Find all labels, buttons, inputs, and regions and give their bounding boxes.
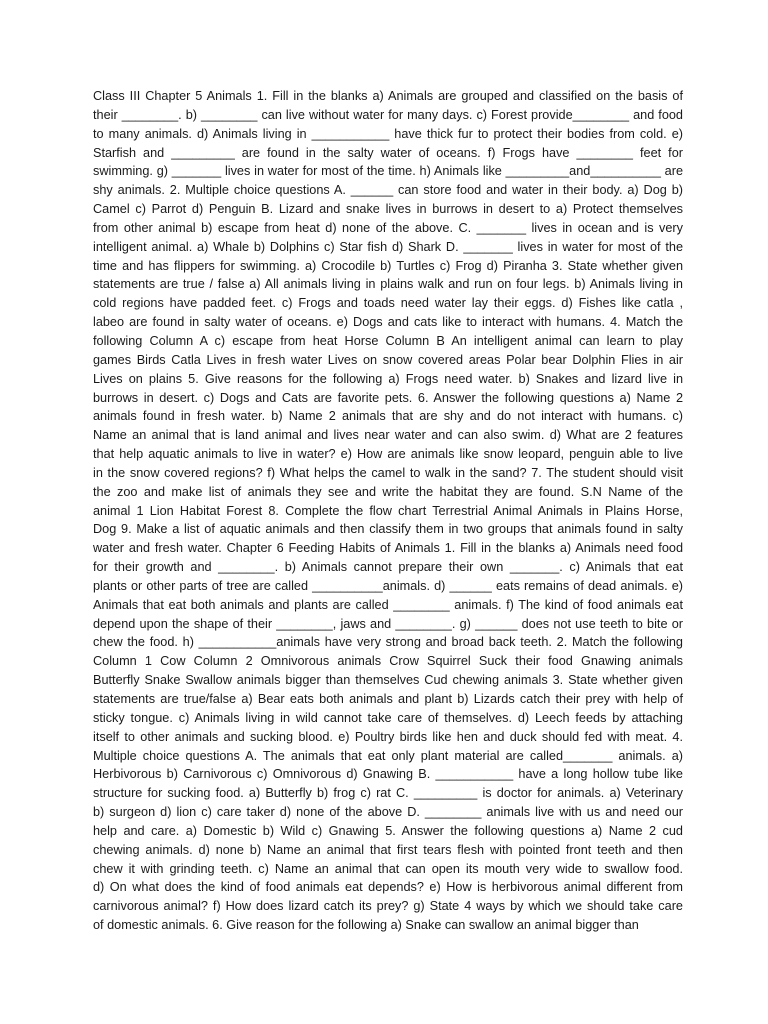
text-line: carnivorous animal? f) How does lizard catch its prey? g) State 4 ways by which we should take care (93, 899, 683, 914)
text-line: their ________. b) ________ can live without water for many days. c) Forest provide________ and food (93, 107, 683, 122)
text-line: b) surgeon d) lion c) care taker d) none of the above D. ________ animals live with us and need our (93, 805, 683, 820)
text-line: Animals that eat both animals and plants are called ________ animals. f) The kind of food animals eat (93, 597, 683, 612)
text-line: depend upon the shape of their ________, jaws and ________. g) ______ does not use teeth to bite or (93, 616, 683, 631)
text-line: Dog 9. Make a list of aquatic animals and then classify them in two groups that animals found in salty (93, 522, 683, 537)
text-line: statements are true / false a) All animals living in plains walk and run on four legs. b) Animals living in (93, 277, 683, 292)
text-line: help and care. a) Domestic b) Wild c) Gnawing 5. Answer the following questions a) Name 2 cud (93, 823, 683, 838)
text-line: water and fresh water. Chapter 6 Feeding Habits of Animals 1. Fill in the blanks a) Animals need food (93, 541, 683, 556)
text-line: Starfish and _________ are found in the salty water of oceans. f) Frogs have ________ feet for (93, 145, 683, 160)
text-line: swimming. g) _______ lives in water for most of the time. h) Animals like _________and__________ are (93, 164, 683, 179)
text-line: animals found in fresh water. b) Name 2 animals that are shy and do not interact with humans. c) (93, 409, 683, 424)
text-line: Lives on plains 5. Give reasons for the following a) Frogs need water. b) Snakes and lizard live in (93, 371, 683, 386)
text-line: following Column A c) escape from heat Horse Column B An intelligent animal can learn to play (93, 333, 683, 348)
text-line: Column 1 Cow Column 2 Omnivorous animals Crow Squirrel Suck their food Gnawing animals (93, 654, 683, 669)
text-line: Multiple choice questions A. The animals that eat only plant material are called_______ animals. a) (93, 748, 683, 763)
text-line: Name an animal that is land animal and lives near water and can also swim. d) What are 2 features (93, 428, 683, 443)
text-line: plants or other parts of tree are called __________animals. d) ______ eats remains of dead animals. e) (93, 578, 683, 593)
text-line: to many animals. d) Animals living in ___________ have thick fur to protect their bodies from cold. e) (93, 126, 683, 141)
text-line: labeo are found in salty water of oceans. e) Dogs and cats like to interact with humans. 4. Match the (93, 315, 683, 330)
text-line: Butterfly Snake Swallow animals bigger than themselves Cud chewing animals 3. State whether given (93, 673, 683, 688)
text-line: that help aquatic animals to live in water? e) How are animals like snow leopard, penguin able to live (93, 447, 683, 462)
text-line: for their growth and ________. b) Animals cannot prepare their own _______. c) Animals that eat (93, 560, 683, 575)
text-line: chewing animals. d) none b) Name an animal that first tears flesh with pointed front teeth and then (93, 842, 683, 857)
text-line: Class III Chapter 5 Animals 1. Fill in the blanks a) Animals are grouped and classified on the basis of (93, 89, 683, 103)
text-line: the zoo and make list of animals they see and write the habitat they are found. S.N Name of the (93, 484, 683, 499)
text-line: burrows in desert. c) Dogs and Cats are favorite pets. 6. Answer the following questions a) Name 2 (93, 390, 683, 405)
text-line: statements are true/false a) Bear eats both animals and plant b) Lizards catch their prey with help of (93, 692, 683, 706)
text-line: Camel c) Parrot d) Penguin B. Lizard and snake lives in burrows in desert to a) Protect themselves (93, 202, 683, 217)
text-line: from other animal b) escape from heat d) none of the above. C. _______ lives in ocean and is very (93, 220, 683, 235)
document-body-text (93, 87, 683, 935)
text-line: sticky tongue. c) Animals living in wild cannot take care of themselves. d) Leech feeds by attaching (93, 710, 683, 725)
text-line: d) On what does the kind of food animals eat depends? e) How is herbivorous animal different from (93, 880, 683, 895)
text-line: of domestic animals. 6. Give reason for the following a) Snake can swallow an animal bigger than (93, 918, 639, 933)
text-line: Herbivorous b) Carnivorous c) Omnivorous d) Gnawing B. ___________ have a long hollow tube like (93, 767, 683, 782)
text-line: intelligent animal. a) Whale b) Dolphins c) Star fish d) Shark D. _______ lives in water for most of the (93, 239, 683, 254)
text-line: shy animals. 2. Multiple choice questions A. ______ can store food and water in their body. a) Dog b) (93, 183, 683, 198)
text-line: itself to other animals and sucking blood. e) Poultry birds like hen and duck should fed with meat. 4. (93, 729, 683, 744)
text-line: chew it with grinding teeth. c) Name an animal that can open its mouth very wide to swallow food. (93, 861, 683, 876)
text-line: in the snow covered regions? f) What helps the camel to walk in the sand? 7. The student should visit (93, 465, 683, 480)
text-line: cold regions have padded feet. c) Frogs and toads need water lay their eggs. d) Fishes like catla , (93, 296, 683, 311)
text-line: games Birds Catla Lives in fresh water Lives on snow covered areas Polar bear Dolphin Flies in air (93, 352, 683, 367)
text-line: time and has flippers for swimming. a) Crocodile b) Turtles c) Frog d) Piranha 3. State whether given (93, 258, 683, 273)
text-line: animal 1 Lion Habitat Forest 8. Complete the flow chart Terrestrial Animal Animals in Plains Horse, (93, 503, 683, 518)
text-line: chew the food. h) ___________animals have very strong and broad back teeth. 2. Match the following (93, 635, 683, 650)
text-line: structure for sucking food. a) Butterfly b) frog c) rat C. _________ is doctor for animals. a) Veterinary (93, 786, 683, 801)
